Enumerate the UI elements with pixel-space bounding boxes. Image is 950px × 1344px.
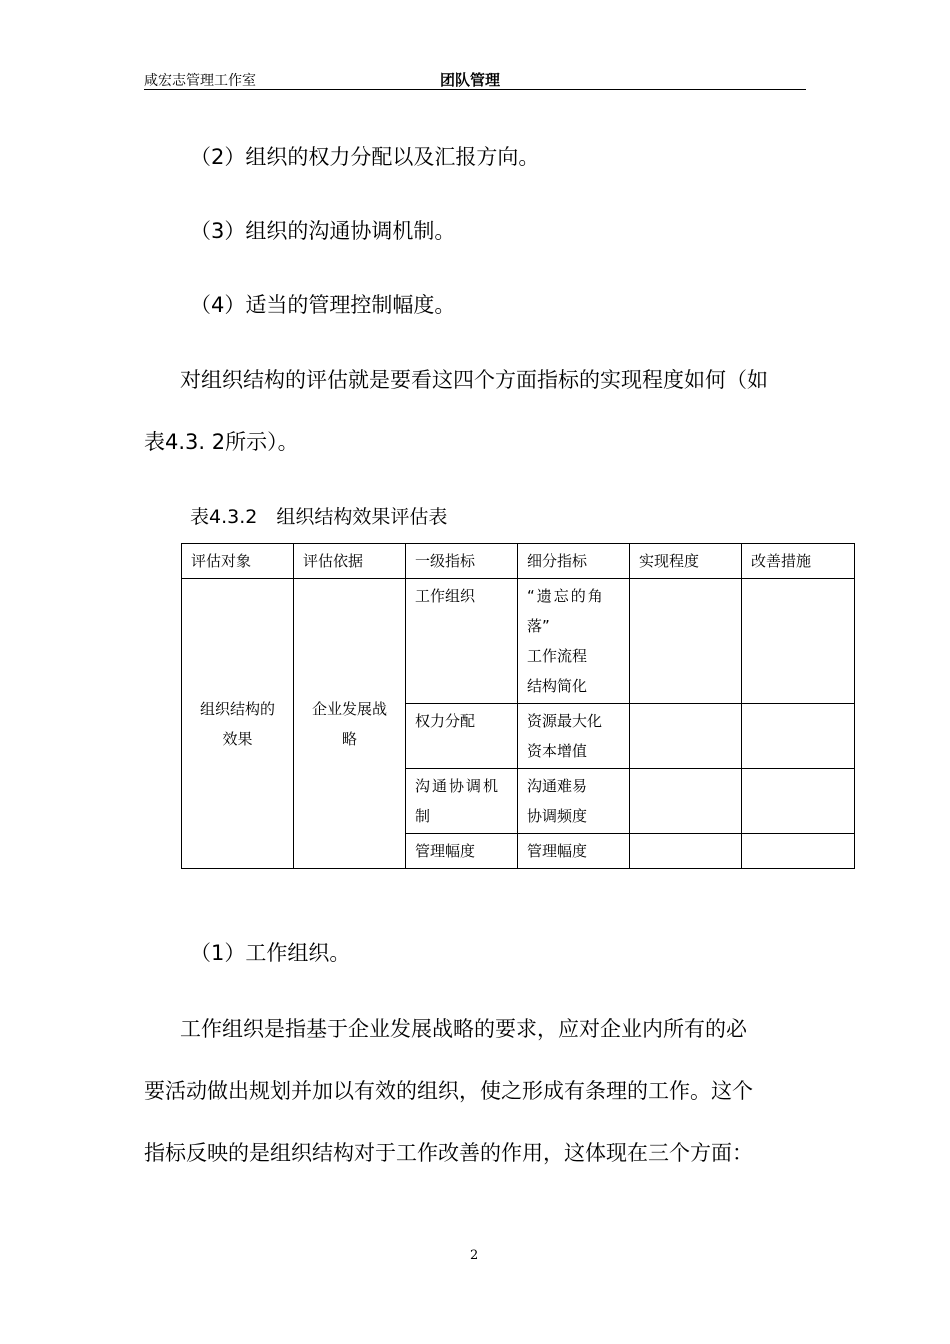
paragraph-item-2: （2）组织的权力分配以及汇报方向。 [190,145,540,169]
detail-line: 管理幅度 [527,842,588,860]
achievement-cell [630,769,742,834]
detail-line: 落” [527,617,550,635]
level1-line: 制 [415,807,431,825]
achievement-cell [630,579,742,704]
improvement-cell [742,769,855,834]
paragraph-evaluation-line2: 表4.3. 2所示）。 [144,430,299,454]
paragraph-work-organization-heading: （1）工作组织。 [190,941,351,965]
table-header-cell: 评估对象 [182,544,294,579]
table-row [182,579,855,704]
evaluation-table [181,543,855,869]
detail-line: 沟通难易 [527,777,588,795]
improvement-cell [742,579,855,704]
paragraph-item-4: （4）适当的管理控制幅度。 [190,293,456,317]
level1-indicator-cell [406,769,518,834]
detail-line: 资源最大化 [527,712,603,730]
paragraph-work-organization-line1: 工作组织是指基于企业发展战略的要求，应对企业内所有的必 [180,1017,747,1041]
table-header-cell: 细分指标 [518,544,630,579]
table-caption: 表4.3.2 组织结构效果评估表 [190,506,448,528]
improvement-cell [742,704,855,769]
paragraph-item-3: （3）组织的沟通协调机制。 [190,219,456,243]
table-header-cell: 评估依据 [294,544,406,579]
detail-line: 结构简化 [527,677,588,695]
detail-line: 资本增值 [527,742,588,760]
header-rule [144,89,806,90]
header-title: 团队管理 [440,71,501,89]
achievement-cell [630,704,742,769]
detail-indicator-cell [518,769,630,834]
paragraph-evaluation-line1: 对组织结构的评估就是要看这四个方面指标的实现程度如何（如 [180,368,768,392]
subject-text-line: 效果 [222,729,253,748]
subject-text-line: 组织结构的 [199,699,275,718]
evaluation-basis-cell [294,579,406,869]
level1-line: 沟通协调机 [415,777,501,795]
paragraph-work-organization-line2: 要活动做出规划并加以有效的组织，使之形成有条理的工作。这个 [144,1079,753,1103]
table-header-cell: 实现程度 [630,544,742,579]
table-header-cell: 一级指标 [406,544,518,579]
basis-text-line: 略 [341,729,357,748]
header-studio-name: 咸宏志管理工作室 [144,73,256,89]
detail-indicator-cell [518,579,630,704]
detail-line: 工作流程 [527,647,588,665]
detail-line: 协调频度 [527,807,588,825]
level1-indicator-cell: 工作组织 [406,579,518,704]
evaluation-subject-cell [182,579,294,869]
table-header-cell: 改善措施 [742,544,855,579]
detail-indicator-cell [518,834,630,869]
table-header-row [182,544,855,579]
detail-indicator-cell [518,704,630,769]
level1-indicator-cell: 管理幅度 [406,834,518,869]
detail-line: “遗忘的角 [527,587,605,605]
basis-text-line: 企业发展战 [311,699,387,718]
achievement-cell [630,834,742,869]
page-number: 2 [470,1248,479,1263]
improvement-cell [742,834,855,869]
level1-indicator-cell: 权力分配 [406,704,518,769]
paragraph-work-organization-line3: 指标反映的是组织结构对于工作改善的作用，这体现在三个方面： [144,1141,753,1165]
